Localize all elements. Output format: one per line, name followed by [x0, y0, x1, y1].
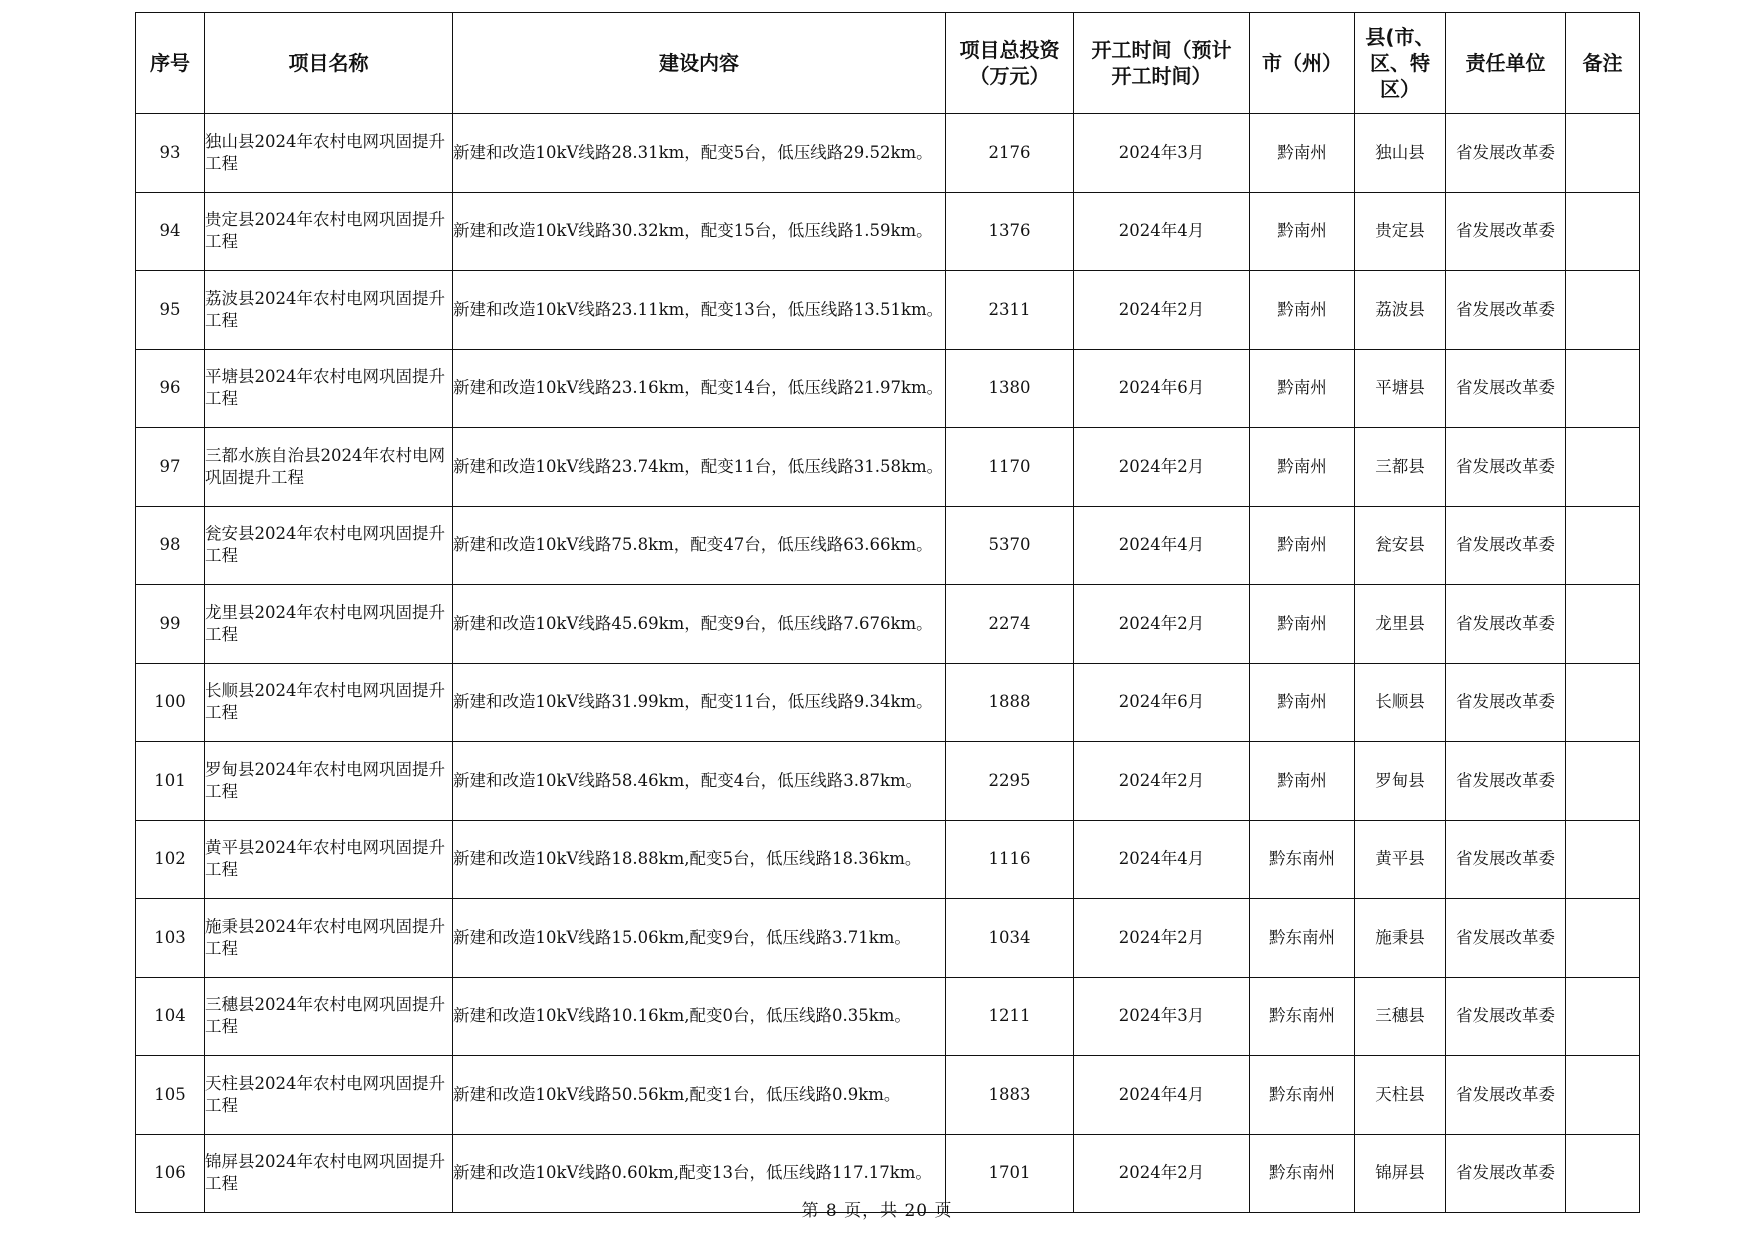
table-row [136, 742, 1640, 821]
cell-county: 黄平县 [1355, 820, 1446, 899]
header-county-line2: 区、特 [1370, 51, 1430, 75]
cell-project-name: 黄平县2024年农村电网巩固提升工程 [205, 820, 453, 899]
cell-city: 黔南州 [1250, 428, 1355, 507]
table-row [136, 271, 1640, 350]
cell-city: 黔东南州 [1250, 1056, 1355, 1135]
cell-start-time: 2024年4月 [1074, 820, 1250, 899]
cell-content: 新建和改造10kV线路75.8km，配变47台，低压线路63.66km。 [453, 506, 946, 585]
cell-seq: 100 [136, 663, 205, 742]
cell-unit: 省发展改革委 [1446, 192, 1566, 271]
cell-remark [1566, 506, 1640, 585]
table-row [136, 977, 1640, 1056]
table-row [136, 114, 1640, 193]
cell-investment: 2274 [946, 585, 1074, 664]
cell-seq: 99 [136, 585, 205, 664]
cell-city: 黔南州 [1250, 663, 1355, 742]
cell-content: 新建和改造10kV线路0.60km,配变13台，低压线路117.17km。 [453, 1134, 946, 1213]
header-unit: 责任单位 [1446, 13, 1566, 114]
cell-project-name: 平塘县2024年农村电网巩固提升工程 [205, 349, 453, 428]
cell-content: 新建和改造10kV线路23.11km，配变13台，低压线路13.51km。 [453, 271, 946, 350]
cell-county: 长顺县 [1355, 663, 1446, 742]
cell-county: 罗甸县 [1355, 742, 1446, 821]
project-table [135, 12, 1640, 1213]
cell-unit: 省发展改革委 [1446, 1056, 1566, 1135]
cell-city: 黔南州 [1250, 742, 1355, 821]
cell-seq: 98 [136, 506, 205, 585]
table-row [136, 585, 1640, 664]
cell-unit: 省发展改革委 [1446, 114, 1566, 193]
cell-city: 黔东南州 [1250, 899, 1355, 978]
cell-county: 三穗县 [1355, 977, 1446, 1056]
table-row [136, 663, 1640, 742]
cell-unit: 省发展改革委 [1446, 899, 1566, 978]
cell-remark [1566, 428, 1640, 507]
cell-start-time: 2024年6月 [1074, 349, 1250, 428]
cell-investment: 1380 [946, 349, 1074, 428]
cell-start-time: 2024年2月 [1074, 899, 1250, 978]
cell-city: 黔东南州 [1250, 820, 1355, 899]
cell-unit: 省发展改革委 [1446, 742, 1566, 821]
cell-investment: 1888 [946, 663, 1074, 742]
cell-content: 新建和改造10kV线路50.56km,配变1台，低压线路0.9km。 [453, 1056, 946, 1135]
header-seq: 序号 [136, 13, 205, 114]
cell-remark [1566, 192, 1640, 271]
cell-investment: 2311 [946, 271, 1074, 350]
header-name: 项目名称 [205, 13, 453, 114]
cell-investment: 1883 [946, 1056, 1074, 1135]
header-county [1355, 13, 1446, 114]
cell-project-name: 瓮安县2024年农村电网巩固提升工程 [205, 506, 453, 585]
cell-content: 新建和改造10kV线路15.06km,配变9台，低压线路3.71km。 [453, 899, 946, 978]
header-content: 建设内容 [453, 13, 946, 114]
cell-city: 黔南州 [1250, 114, 1355, 193]
cell-investment: 1116 [946, 820, 1074, 899]
cell-county: 贵定县 [1355, 192, 1446, 271]
table-row [136, 349, 1640, 428]
table-row [136, 1056, 1640, 1135]
cell-unit: 省发展改革委 [1446, 271, 1566, 350]
header-start-time [1074, 13, 1250, 114]
cell-seq: 105 [136, 1056, 205, 1135]
table-row [136, 192, 1640, 271]
cell-city: 黔东南州 [1250, 1134, 1355, 1213]
cell-start-time: 2024年4月 [1074, 192, 1250, 271]
cell-unit: 省发展改革委 [1446, 506, 1566, 585]
header-county-line3: 区） [1380, 77, 1420, 101]
cell-seq: 95 [136, 271, 205, 350]
cell-investment: 1170 [946, 428, 1074, 507]
cell-unit: 省发展改革委 [1446, 349, 1566, 428]
cell-remark [1566, 1056, 1640, 1135]
cell-city: 黔南州 [1250, 506, 1355, 585]
cell-county: 天柱县 [1355, 1056, 1446, 1135]
cell-county: 施秉县 [1355, 899, 1446, 978]
cell-unit: 省发展改革委 [1446, 820, 1566, 899]
cell-county: 瓮安县 [1355, 506, 1446, 585]
cell-seq: 97 [136, 428, 205, 507]
cell-remark [1566, 899, 1640, 978]
cell-project-name: 长顺县2024年农村电网巩固提升工程 [205, 663, 453, 742]
cell-investment: 2295 [946, 742, 1074, 821]
cell-project-name: 天柱县2024年农村电网巩固提升工程 [205, 1056, 453, 1135]
cell-remark [1566, 114, 1640, 193]
cell-content: 新建和改造10kV线路10.16km,配变0台，低压线路0.35km。 [453, 977, 946, 1056]
cell-county: 荔波县 [1355, 271, 1446, 350]
cell-start-time: 2024年2月 [1074, 585, 1250, 664]
table-row [136, 820, 1640, 899]
cell-unit: 省发展改革委 [1446, 585, 1566, 664]
cell-city: 黔东南州 [1250, 977, 1355, 1056]
cell-county: 平塘县 [1355, 349, 1446, 428]
cell-remark [1566, 742, 1640, 821]
cell-content: 新建和改造10kV线路23.74km，配变11台，低压线路31.58km。 [453, 428, 946, 507]
table-row [136, 899, 1640, 978]
cell-city: 黔南州 [1250, 585, 1355, 664]
cell-project-name: 三穗县2024年农村电网巩固提升工程 [205, 977, 453, 1056]
table-row [136, 428, 1640, 507]
cell-content: 新建和改造10kV线路28.31km，配变5台，低压线路29.52km。 [453, 114, 946, 193]
header-row [136, 13, 1640, 114]
cell-content: 新建和改造10kV线路30.32km，配变15台，低压线路1.59km。 [453, 192, 946, 271]
cell-start-time: 2024年3月 [1074, 114, 1250, 193]
cell-county: 三都县 [1355, 428, 1446, 507]
cell-seq: 102 [136, 820, 205, 899]
cell-remark [1566, 977, 1640, 1056]
cell-content: 新建和改造10kV线路18.88km,配变5台，低压线路18.36km。 [453, 820, 946, 899]
header-investment [946, 13, 1074, 114]
cell-unit: 省发展改革委 [1446, 428, 1566, 507]
cell-remark [1566, 585, 1640, 664]
cell-seq: 106 [136, 1134, 205, 1213]
header-start-line1: 开工时间（预计 [1091, 38, 1232, 62]
cell-remark [1566, 663, 1640, 742]
cell-project-name: 贵定县2024年农村电网巩固提升工程 [205, 192, 453, 271]
cell-investment: 1034 [946, 899, 1074, 978]
cell-unit: 省发展改革委 [1446, 663, 1566, 742]
cell-start-time: 2024年3月 [1074, 977, 1250, 1056]
header-city: 市（州） [1250, 13, 1355, 114]
cell-city: 黔南州 [1250, 271, 1355, 350]
cell-project-name: 龙里县2024年农村电网巩固提升工程 [205, 585, 453, 664]
cell-start-time: 2024年2月 [1074, 1134, 1250, 1213]
header-investment-line1: 项目总投资 [959, 38, 1060, 62]
cell-unit: 省发展改革委 [1446, 977, 1566, 1056]
cell-content: 新建和改造10kV线路58.46km，配变4台，低压线路3.87km。 [453, 742, 946, 821]
cell-county: 龙里县 [1355, 585, 1446, 664]
cell-start-time: 2024年4月 [1074, 506, 1250, 585]
cell-seq: 96 [136, 349, 205, 428]
cell-unit: 省发展改革委 [1446, 1134, 1566, 1213]
cell-start-time: 2024年2月 [1074, 742, 1250, 821]
cell-investment: 1211 [946, 977, 1074, 1056]
cell-remark [1566, 349, 1640, 428]
page-footer: 第 8 页，共 20 页 [801, 1201, 953, 1221]
cell-start-time: 2024年6月 [1074, 663, 1250, 742]
cell-remark [1566, 271, 1640, 350]
cell-project-name: 锦屏县2024年农村电网巩固提升工程 [205, 1134, 453, 1213]
cell-county: 独山县 [1355, 114, 1446, 193]
cell-content: 新建和改造10kV线路31.99km，配变11台，低压线路9.34km。 [453, 663, 946, 742]
cell-project-name: 独山县2024年农村电网巩固提升工程 [205, 114, 453, 193]
cell-seq: 103 [136, 899, 205, 978]
cell-city: 黔南州 [1250, 349, 1355, 428]
cell-investment: 2176 [946, 114, 1074, 193]
table-row [136, 506, 1640, 585]
cell-seq: 93 [136, 114, 205, 193]
cell-county: 锦屏县 [1355, 1134, 1446, 1213]
header-start-line2: 开工时间） [1111, 64, 1212, 88]
cell-seq: 101 [136, 742, 205, 821]
cell-project-name: 罗甸县2024年农村电网巩固提升工程 [205, 742, 453, 821]
cell-content: 新建和改造10kV线路45.69km，配变9台，低压线路7.676km。 [453, 585, 946, 664]
cell-project-name: 施秉县2024年农村电网巩固提升工程 [205, 899, 453, 978]
cell-investment: 1376 [946, 192, 1074, 271]
cell-investment: 5370 [946, 506, 1074, 585]
cell-remark [1566, 820, 1640, 899]
cell-project-name: 三都水族自治县2024年农村电网巩固提升工程 [205, 428, 453, 507]
cell-start-time: 2024年2月 [1074, 428, 1250, 507]
cell-city: 黔南州 [1250, 192, 1355, 271]
cell-start-time: 2024年2月 [1074, 271, 1250, 350]
header-investment-line2: （万元） [969, 64, 1050, 88]
cell-project-name: 荔波县2024年农村电网巩固提升工程 [205, 271, 453, 350]
cell-seq: 94 [136, 192, 205, 271]
cell-investment: 1701 [946, 1134, 1074, 1213]
cell-start-time: 2024年4月 [1074, 1056, 1250, 1135]
cell-seq: 104 [136, 977, 205, 1056]
cell-content: 新建和改造10kV线路23.16km，配变14台，低压线路21.97km。 [453, 349, 946, 428]
header-remark: 备注 [1566, 13, 1640, 114]
header-county-line1: 县(市、 [1365, 25, 1435, 49]
